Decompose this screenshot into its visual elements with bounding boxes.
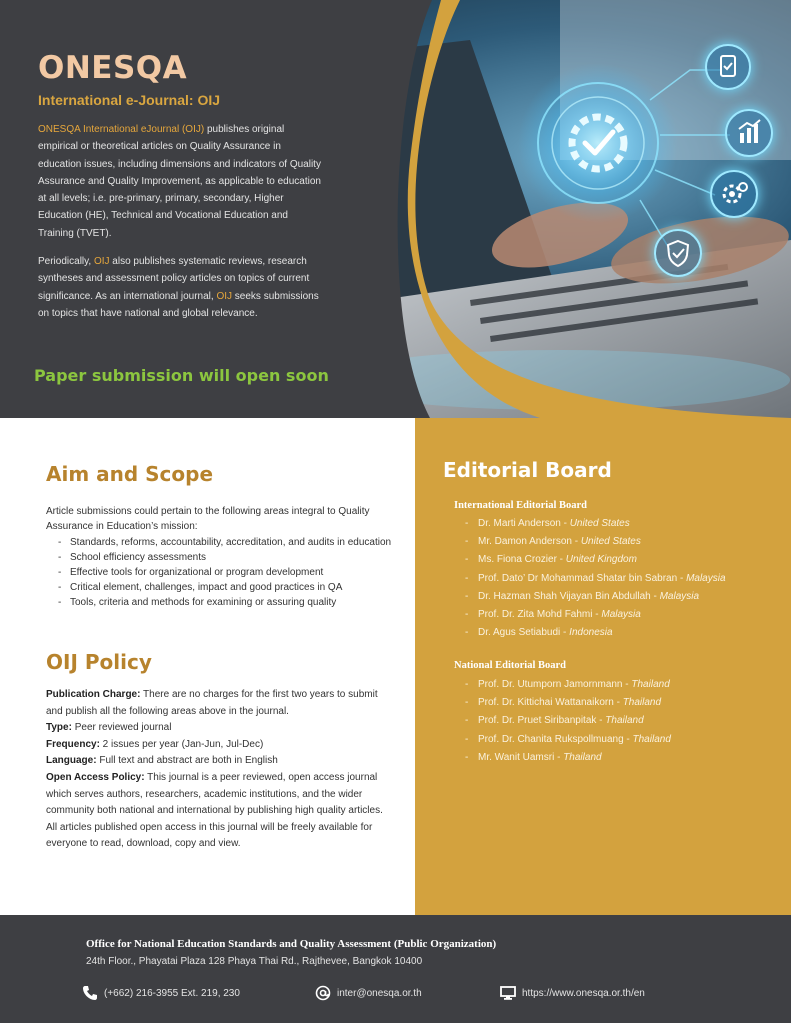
list-item: - Mr. Damon Anderson - United States [465,533,785,551]
phone-icon [82,985,98,1001]
journal-subtitle: International e-Journal: OIJ [38,92,221,108]
list-item: - Dr. Hazman Shah Vijayan Bin Abdullah - Malaysia [465,588,785,606]
aim-list [58,535,393,610]
list-item: - Prof. Dr. Kittichai Wattanaikorn - Thailand [465,694,785,712]
list-item: - Standards, reforms, accountability, accreditation, and audits in education [58,535,393,550]
phone-number: (+662) 216-3955 Ext. 219, 230 [104,987,240,999]
charge-text: There are no charges for the first two years to submit and publish all the following areas above in the journal. [46,689,378,717]
policy-body [46,687,391,853]
member-country: Thailand [605,715,644,727]
national-board-list [465,676,785,767]
email-address: inter@onesqa.or.th [337,987,422,999]
list-item: - Prof. Dato’ Dr Mohammad Shatar bin Sabran - Malaysia [465,570,785,588]
periodic-text-b: also publishes systematic reviews, research syntheses and assessment policy articles on topics of current significance. As an international journal, [38,256,310,302]
policy-heading: OIJ Policy [46,650,152,674]
international-board-heading: International Editorial Board [454,500,588,511]
journal-name-highlight: ONESQA International eJournal (OIJ) [38,124,205,135]
hero-section [0,0,791,418]
member-country: Malaysia [686,572,726,584]
member-name: Dr. Agus Setiabudi [478,627,561,639]
language-text: Full text and abstract are both in English [96,755,278,767]
member-name: Prof. Dato’ Dr Mohammad Shatar bin Sabran [478,572,678,584]
at-sign-icon [315,985,331,1001]
member-name: Dr. Marti Anderson [478,518,561,529]
member-name: Prof. Dr. Kittichai Wattanaikorn [478,697,614,709]
type-text: Peer reviewed journal [71,722,172,734]
list-item: - Prof. Dr. Utumporn Jamornmann - Thailand [465,676,785,694]
member-name: Prof. Dr. Chanita Rukspollmuang [478,733,624,745]
policy-charge [46,687,391,720]
periodic-text-c: seeks submissions on topics that have national and global relevance. [38,290,319,319]
list-item: - Prof. Dr. Zita Mohd Fahmi - Malaysia [465,606,785,624]
open-access-text: This journal is a peer reviewed, open access journal which serves authors, researchers, academic institutions, and the wider community both national and international by publishing high quality articles. All articles published open access in this journal will be freely available for everyone to read, download, copy and view. [46,771,383,850]
member-name: Prof. Dr. Zita Mohd Fahmi [478,609,593,621]
intro-paragraph [38,121,323,242]
list-item: - Critical element, challenges, impact and good practices in QA [58,580,393,595]
list-item: - Mr. Wanit Uamsri - Thailand [465,749,785,767]
member-name: Ms. Fiona Crozier [478,554,557,566]
policy-open-access [46,770,391,853]
periodic-paragraph [38,253,323,322]
list-item: - Prof. Dr. Chanita Rukspollmuang - Thailand [465,731,785,749]
address: 24th Floor., Phayatai Plaza 128 Phaya Thai Rd., Rajthevee, Bangkok 10400 [86,956,423,967]
hero-text [38,50,323,322]
member-name: Mr. Wanit Uamsri [478,751,555,763]
type-label: Type: [46,722,72,734]
oij-highlight: OIJ [93,256,110,268]
member-name: Mr. Damon Anderson [478,536,572,548]
member-country: United States [569,518,630,529]
brand-name: ONESQA [38,50,188,86]
settings-icon [710,170,758,218]
website-contact[interactable] [500,985,645,1001]
left-column [0,418,415,915]
periodic-text-a: Periodically, [38,256,94,268]
policy-frequency [46,737,391,754]
shield-check-icon [654,229,702,277]
language-label: Language: [46,755,97,767]
clipboard-check-icon [705,44,751,90]
intro-paragraph-text: publishes original empirical or theoretical articles on Quality Assurance in education issues, including dimensions and indicators of Quality Assurance and Quality Improvement, as applicable to education at all levels; i.e. pre-primary, primary, secondary, Higher Education (HE), Technical and Vocational Education and Training (TVET). [38,124,321,239]
frequency-label: Frequency: [46,738,100,750]
member-country: Thailand [632,733,671,745]
phone-contact[interactable] [82,985,240,1001]
member-country: United States [580,536,641,548]
email-contact[interactable] [315,985,422,1001]
right-column [415,418,791,915]
member-country: Thailand [631,679,670,690]
footer [0,915,791,1023]
list-item: - Effective tools for organizational or program development [58,565,393,580]
open-access-label: Open Access Policy: [46,771,145,783]
member-country: Malaysia [659,590,700,602]
member-country: Thailand [622,697,662,709]
list-item: - Ms. Fiona Crozier - United Kingdom [465,551,785,569]
website-url: https://www.onesqa.or.th/en [522,987,645,999]
list-item: - Prof. Dr. Pruet Siribanpitak - Thailand [465,712,785,730]
policy-language [46,753,391,770]
member-country: Indonesia [569,627,613,639]
submission-notice: Paper submission will open soon [34,366,329,385]
list-item: - School efficiency assessments [58,550,393,565]
oij-highlight: OIJ [216,290,233,302]
international-board-list [465,515,785,642]
list-item: - Dr. Marti Anderson - United States [465,515,785,533]
member-country: United Kingdom [565,554,637,566]
member-name: Prof. Dr. Utumporn Jamornmann [478,679,623,690]
list-item: - Tools, criteria and methods for examining or assuring quality [58,595,393,610]
list-item: - Dr. Agus Setiabudi - Indonesia [465,624,785,642]
monitor-icon [500,985,516,1001]
national-board-heading: National Editorial Board [454,660,567,671]
charge-label: Publication Charge: [46,689,141,700]
member-country: Thailand [563,751,602,763]
content-section [0,418,791,915]
member-name: Dr. Hazman Shah Vijayan Bin Abdullah [478,590,651,602]
policy-type [46,720,391,737]
aim-scope-heading: Aim and Scope [46,462,214,486]
organization-name: Office for National Education Standards and Quality Assessment (Public Organization) [86,938,497,950]
member-country: Malaysia [601,609,641,621]
frequency-text: 2 issues per year (Jan-Jun, Jul-Dec) [99,738,264,750]
bar-chart-icon [725,109,773,157]
aim-intro: Article submissions could pertain to the following areas integral to Quality Assurance in Education’s mission: [46,506,370,532]
member-name: Prof. Dr. Pruet Siribanpitak [478,715,597,727]
editorial-board-heading: Editorial Board [443,458,612,482]
